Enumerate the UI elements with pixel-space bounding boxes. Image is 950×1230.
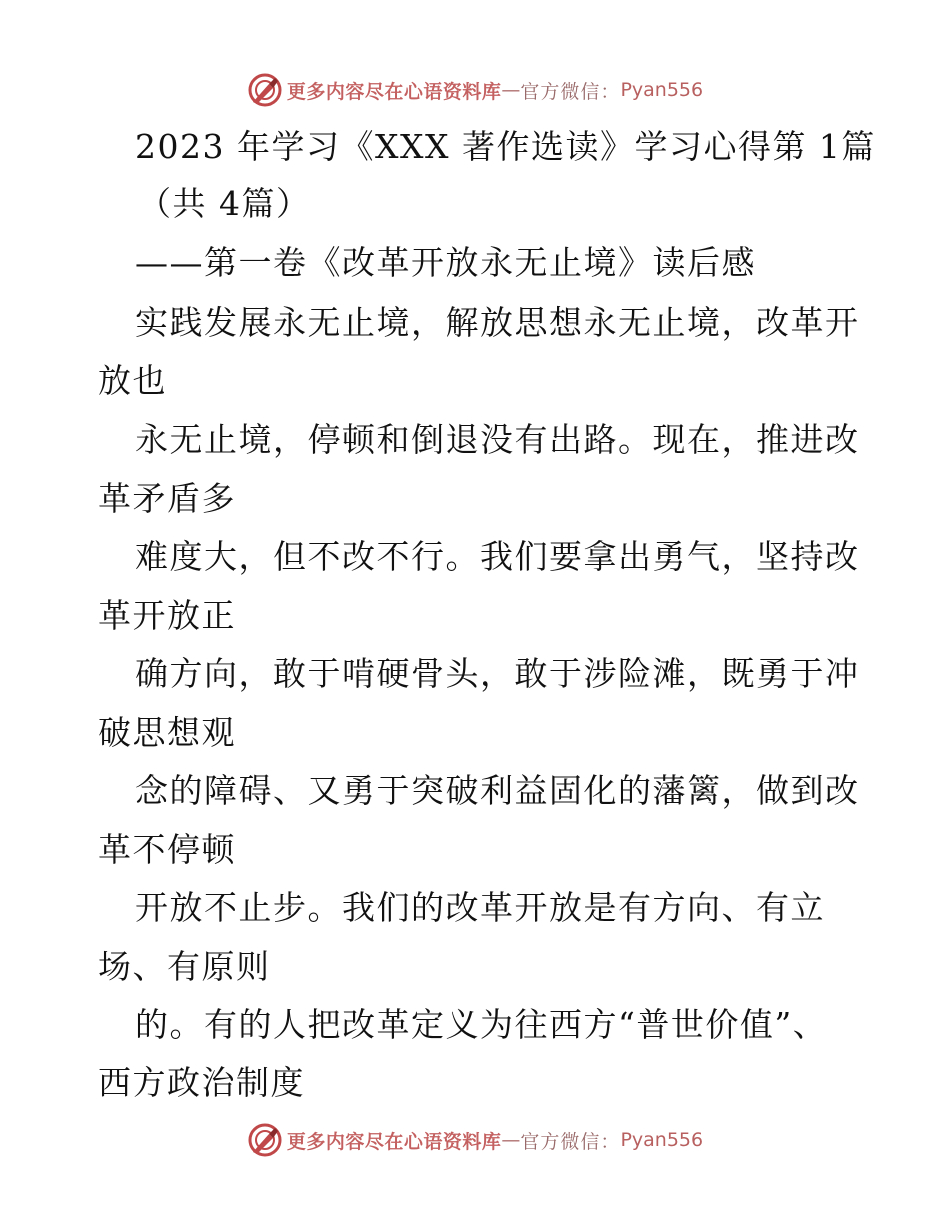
paragraph-line: 场、有原则 [98, 947, 271, 986]
banner-right-text: 官方微信： [520, 80, 621, 103]
paragraph-line: 西方政治制度 [98, 1063, 305, 1102]
pen-logo-icon [247, 1122, 283, 1158]
banner-separator: — [501, 79, 521, 101]
header-banner [0, 70, 950, 110]
banner-wechat-id: Pyan556 [620, 1129, 704, 1151]
paragraph-line: 念的障碍、又勇于突破利益固化的藩篱，做到改 [135, 771, 860, 810]
doc-title-count: （共 4篇） [138, 184, 311, 223]
paragraph-line: 破思想观 [98, 713, 236, 752]
banner-wechat-id: Pyan556 [620, 79, 704, 101]
paragraph-line: 实践发展永无止境，解放思想永无止境，改革开 [135, 303, 860, 342]
pen-logo-icon [247, 72, 283, 108]
paragraph-line: 革开放正 [98, 596, 236, 635]
footer-banner [0, 1120, 950, 1160]
paragraph-line: 放也 [98, 361, 167, 400]
doc-title: 2023 年学习《XXX 著作选读》学习心得第 1篇 [135, 127, 876, 166]
banner-left-text: 更多内容尽在心语资料库 [286, 1130, 502, 1153]
paragraph-line: 永无止境，停顿和倒退没有出路。现在，推进改 [135, 420, 860, 459]
banner-left-text: 更多内容尽在心语资料库 [286, 80, 502, 103]
banner-separator: — [501, 1129, 521, 1151]
paragraph-line: 革不停顿 [98, 830, 236, 869]
paragraph-line: 革矛盾多 [98, 479, 236, 518]
banner-right-text: 官方微信： [520, 1130, 621, 1153]
doc-subtitle: ——第一卷《改革开放永无止境》读后感 [135, 243, 756, 282]
paragraph-line: 确方向，敢于啃硬骨头，敢于涉险滩，既勇于冲 [135, 654, 860, 693]
paragraph-line: 开放不止步。我们的改革开放是有方向、有立 [135, 888, 825, 927]
paragraph-line: 的。有的人把改革定义为往西方“普世价值”、 [135, 1005, 828, 1044]
paragraph-line: 难度大，但不改不行。我们要拿出勇气，坚持改 [135, 537, 860, 576]
